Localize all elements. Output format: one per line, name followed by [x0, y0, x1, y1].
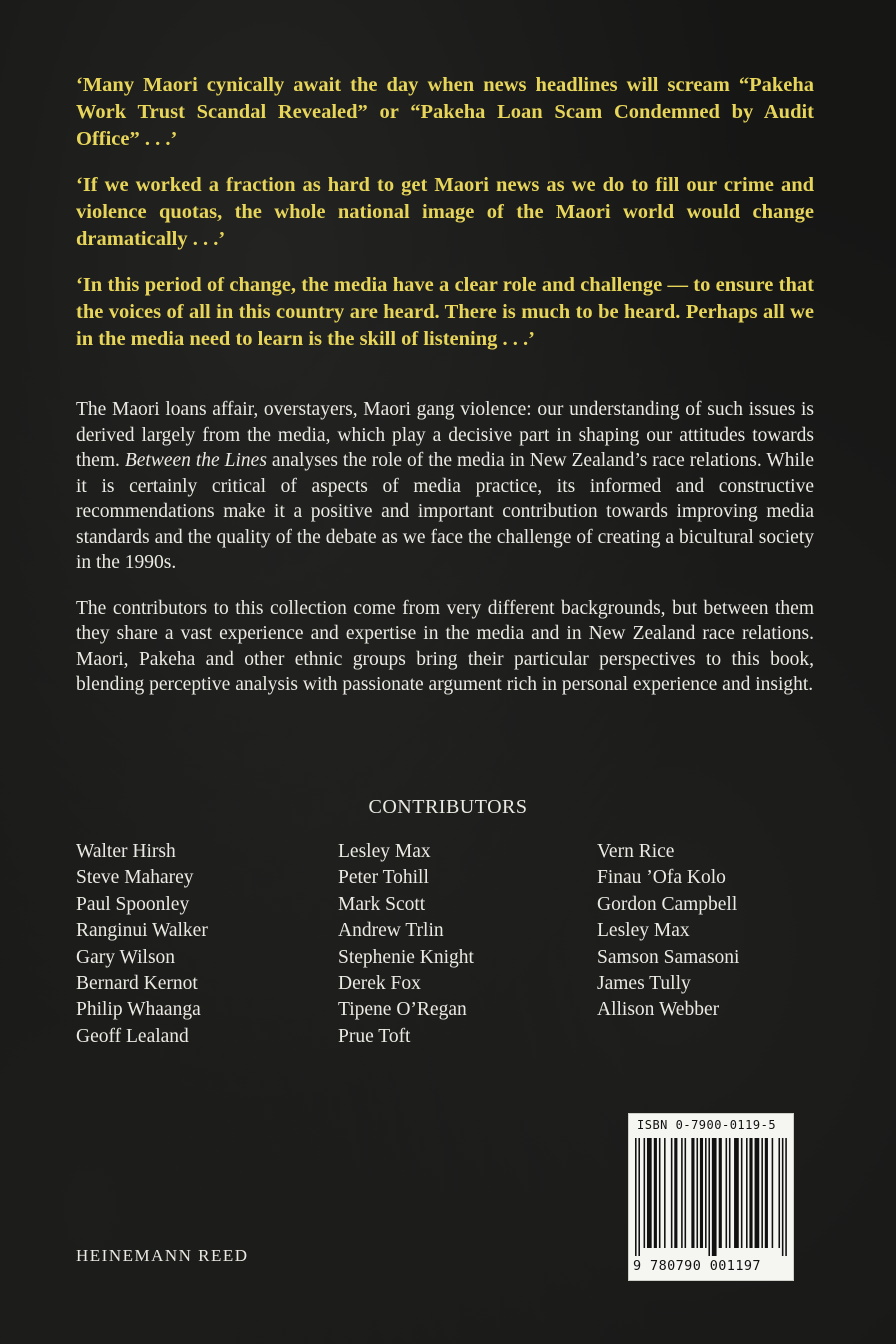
barcode-bar [741, 1138, 743, 1248]
contributor-name: Derek Fox [338, 973, 421, 995]
contributor-name: Prue Toft [338, 1025, 411, 1047]
barcode-bar [778, 1138, 780, 1248]
contributors-column-3 [597, 839, 739, 1024]
barcode-bar [765, 1138, 768, 1248]
barcode-bar [782, 1138, 784, 1256]
barcode-bar [755, 1138, 760, 1248]
para1-start: The Maori loans affair, overstayers, Maori gang violence: our understanding of such issues is derived largely from the media, which play a decisive part in shaping our attitudes towards them. [76, 399, 814, 471]
barcode-bar [685, 1138, 687, 1248]
contributor-name: Gordon Campbell [597, 893, 738, 915]
barcode-bar [647, 1138, 652, 1248]
contributor-name: Ranginui Walker [76, 920, 208, 942]
contributors-list [76, 839, 816, 1059]
ean-number: 9 780790 001197 [633, 1258, 761, 1274]
barcode-bar [785, 1138, 787, 1256]
book-title-italic: Between the Lines [124, 450, 267, 471]
barcode-bar [734, 1138, 739, 1248]
contributor-name: Geoff Lealand [76, 1025, 189, 1047]
barcode-bar [729, 1138, 731, 1248]
barcode-bars [635, 1138, 787, 1256]
quote-2: ‘If we worked a fraction as hard to get Maori news as we do to fill our crime and violence quotas, the whole national image of the Maori world would change dramatically . . .’ [76, 174, 814, 250]
barcode-bar [654, 1138, 657, 1248]
contributor-name: Andrew Trlin [338, 920, 444, 942]
barcode-bar [746, 1138, 748, 1248]
barcode-bar [638, 1138, 640, 1256]
description-section [76, 397, 814, 718]
barcode-bar [691, 1138, 694, 1248]
barcode-bar [705, 1138, 707, 1248]
contributor-name: James Tully [597, 973, 691, 995]
barcode-bar [644, 1138, 646, 1248]
barcode-bar [772, 1138, 774, 1248]
barcode-bar [664, 1138, 666, 1248]
quote-1: ‘Many Maori cynically await the day when news headlines will scream “Pakeha Work Trust Scandal Revealed” or “Pakeha Loan Scam Condemned by Audit Office” . . .’ [76, 74, 814, 150]
contributor-name: Samson Samasoni [597, 946, 740, 968]
contributor-name: Lesley Max [338, 841, 431, 862]
barcode-bar [681, 1138, 683, 1248]
barcode-bar [674, 1138, 677, 1248]
barcode-bar [708, 1138, 710, 1256]
contributor-name: Stephenie Knight [338, 946, 474, 968]
contributor-name: Vern Rice [597, 841, 675, 862]
barcode-bar [659, 1138, 661, 1248]
description-paragraph-2: The contributors to this collection come from very different backgrounds, but between them they share a vast experience and expertise in the media and in New Zealand race relations. Maori, Pakeha and other ethnic groups bring their particular perspectives to this book, blending perceptive analysis with passionate argument rich in personal experience and insight. [76, 597, 814, 695]
contributor-name: Paul Spoonley [76, 893, 190, 915]
para1-end: analyses the role of the media in New Zealand’s race relations. While it is certainly critical of aspects of media practice, its informed and constructive recommendations make it a positive and important contribution towards improving media standards and the quality of the debate as we face the challenge of creating a bicultural society in the 1990s. [76, 450, 814, 573]
barcode-bar [696, 1138, 698, 1248]
contributor-name: Tipene O’Regan [338, 999, 467, 1021]
barcode-bar [700, 1138, 703, 1248]
barcode-bar [726, 1138, 728, 1248]
contributor-name: Peter Tohill [338, 867, 429, 889]
contributors-heading: CONTRIBUTORS [368, 796, 528, 818]
contributors-column-1 [76, 839, 208, 1050]
contributor-name: Steve Maharey [76, 867, 194, 889]
isbn-label: ISBN 0-7900-0119-5 [637, 1118, 777, 1132]
barcode-bar [761, 1138, 763, 1248]
contributor-name: Allison Webber [597, 999, 720, 1021]
barcode-bar [749, 1138, 752, 1248]
isbn-barcode [628, 1113, 794, 1281]
barcode-bar [712, 1138, 717, 1256]
contributors-column-2 [338, 839, 474, 1050]
contributor-name: Walter Hirsh [76, 841, 176, 862]
barcode-bar [671, 1138, 673, 1248]
contributor-name: Gary Wilson [76, 946, 176, 968]
barcode-bar [719, 1138, 722, 1248]
contributor-name: Bernard Kernot [76, 973, 198, 995]
quotes-section [76, 72, 814, 372]
contributor-name: Lesley Max [597, 920, 690, 942]
barcode-bar [635, 1138, 637, 1256]
contributor-name: Finau ’Ofa Kolo [597, 867, 726, 889]
contributor-name: Philip Whaanga [76, 999, 201, 1021]
contributor-name: Mark Scott [338, 893, 426, 915]
quote-3: ‘In this period of change, the media have a clear role and challenge — to ensure that the voices of all in this country are heard. There is much to be heard. Perhaps all we in the media need to learn is the skill of listening . . .’ [76, 274, 814, 350]
publisher-name: HEINEMANN REED [76, 1246, 249, 1265]
description-paragraph-1 [76, 397, 814, 576]
